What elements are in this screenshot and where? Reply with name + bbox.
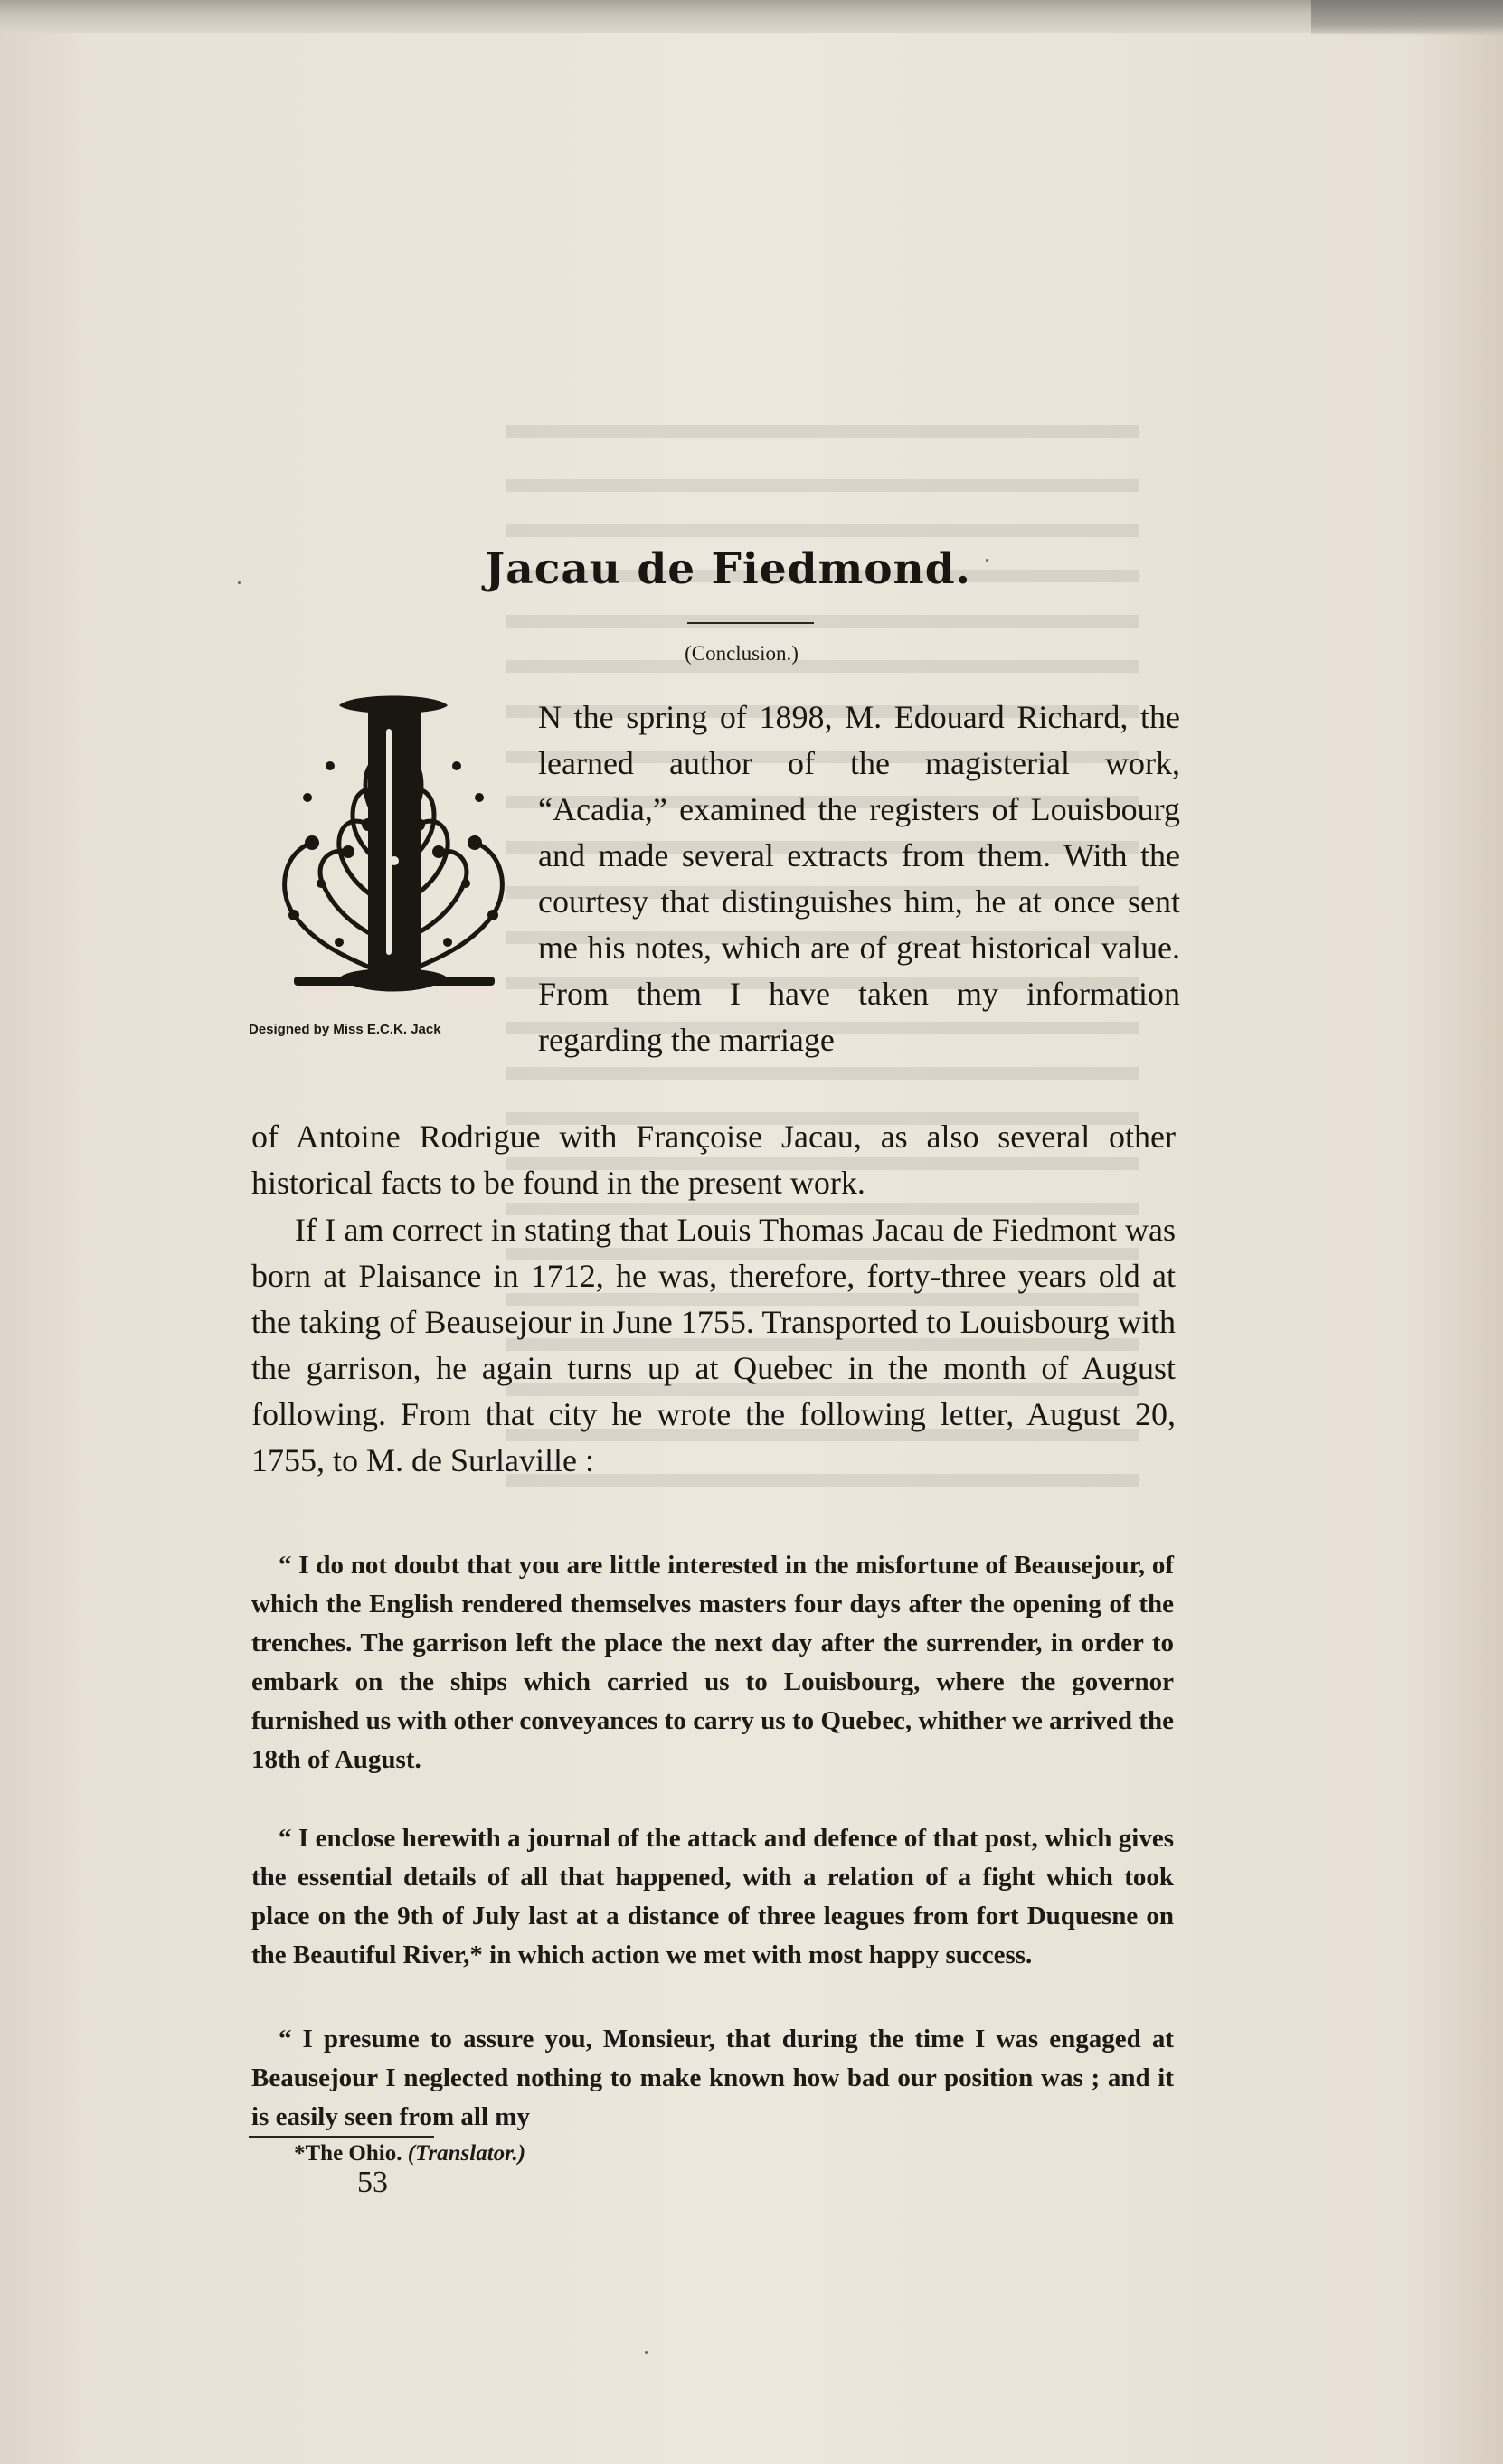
page-number: 53 [357,2166,388,2199]
paper-speck [238,581,241,584]
paragraph-1-continued: of Antoine Rodrigue with Françoise Jacau, as also several other historical facts to be found in the present work. [251,1119,1176,1201]
article-subtitle: (Conclusion.) [685,642,799,665]
title-rule [687,622,814,624]
letter-quote-2: “ I enclose herewith a journal of the attack and defence of that post, which gives the essential details of all that happened, with a relation of a fight which took place on the 9th of July last at a distance of three leagues from fort Duquesne on the Beautiful River,* in which action we met with most happy success. [251,1824,1174,1969]
letter-quote-1: “ I do not doubt that you are little interested in the misfortune of Beausejour, of which the English rendered themselves masters four days after the opening of the trenches. The garrison left the place the next day after the surrender, in order to embark on the ships which carried us to Louisbourg, where the governor furnished us with other conveyances to carry us to Quebec, whither we arrived the 18th of August. [251,1551,1174,1774]
letter-quote-3: “ I presume to assure you, Monsieur, that during the time I was engaged at Beausejour I neglected nothing to make known how bad our position was ; and it is easily seen from all my [251,2025,1174,2131]
page-corner-shadow [1311,0,1503,36]
paper-speck [645,2351,648,2354]
drop-cap-ornament [267,689,522,1002]
footnote-credit: (Translator.) [407,2141,526,2166]
footnote [294,2141,525,2167]
paragraph-2: If I am correct in stating that Louis Thomas Jacau de Fiedmont was born at Plaisance in 1712, he was, therefore, forty-three years old at the taking of Beausejour in June 1755. Transported to Louisbourg with the garrison, he again turns up at Quebec in the month of August following. From that city he wrote the following letter, August 20, 1755, to M. de Surlaville : [251,1212,1176,1478]
footnote-text: *The Ohio. [294,2141,402,2166]
paper-speck [986,559,988,562]
article-title: Jacau de Fiedmond. [485,544,971,594]
paragraph-1-indented: N the spring of 1898, M. Edouard Richard, the learned author of the magisterial work, “Acadia,” examined the registers of Louisbourg and made several extracts from them. With the courtesy that distinguishes him, he at once sent me his notes, which are of great historical value. From them I have taken my information regarding the marriage [538,699,1180,1058]
page-top-edge [0,0,1503,33]
ornate-initial-i-icon [267,689,522,1002]
ornament-caption: Designed by Miss E.C.K. Jack [249,1022,441,1037]
footnote-rule [249,2136,434,2138]
